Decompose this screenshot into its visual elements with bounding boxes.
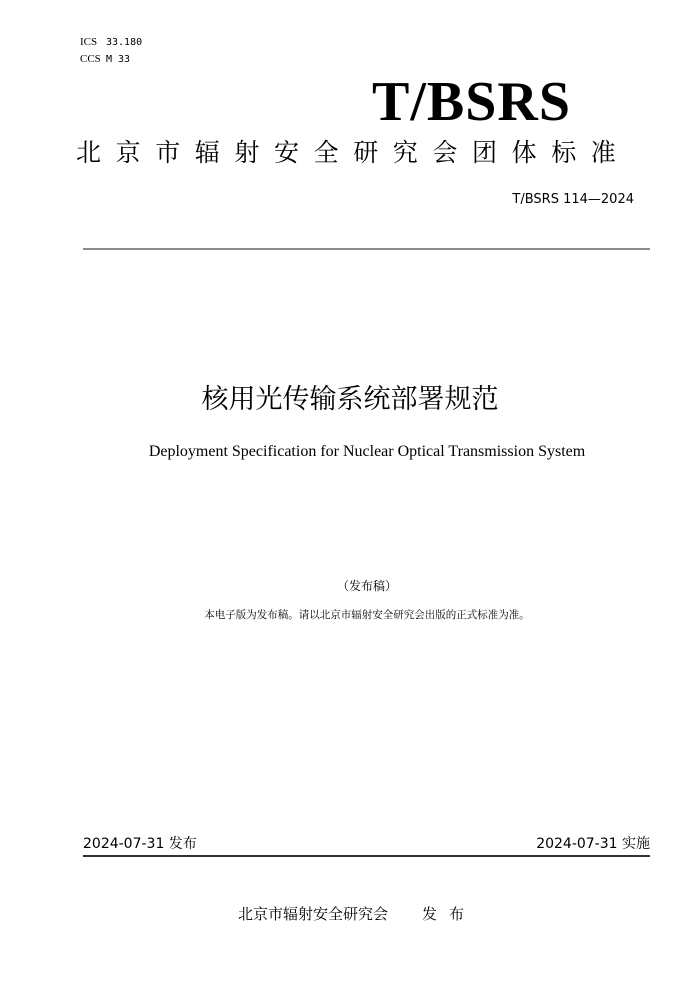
- ccs-label: CCS: [80, 53, 101, 65]
- standard-brand: T/BSRS: [372, 71, 571, 133]
- publish-date: 2024-07-31 发布: [83, 836, 197, 852]
- ics-label: ICS: [80, 36, 98, 48]
- ics-value: 33.180: [106, 37, 143, 48]
- header-divider: [83, 248, 650, 250]
- standard-number: T/BSRS 114—2024: [512, 192, 634, 207]
- publisher-line: [238, 903, 476, 925]
- implement-date: 2024-07-31 实施: [536, 836, 650, 852]
- draft-status: （发布稿）: [336, 579, 397, 593]
- edition-notice: 本电子版为发布稿。请以北京市辐射安全研究会出版的正式标准为准。: [204, 609, 530, 621]
- document-title-zh: 核用光传输系统部署规范: [201, 384, 499, 415]
- footer-divider: [83, 855, 650, 857]
- organization-standard-title: 北京市辐射安全研究会团体标准: [76, 138, 631, 167]
- publisher-name: 北京市辐射安全研究会: [238, 905, 389, 923]
- publish-action: 发布: [422, 905, 477, 923]
- ccs-value: M 33: [106, 54, 131, 65]
- classification-codes: [80, 34, 142, 68]
- ics-code: [80, 34, 142, 51]
- ccs-code: [80, 51, 142, 68]
- document-title-en: Deployment Specification for Nuclear Optical Transmission System: [148, 443, 586, 460]
